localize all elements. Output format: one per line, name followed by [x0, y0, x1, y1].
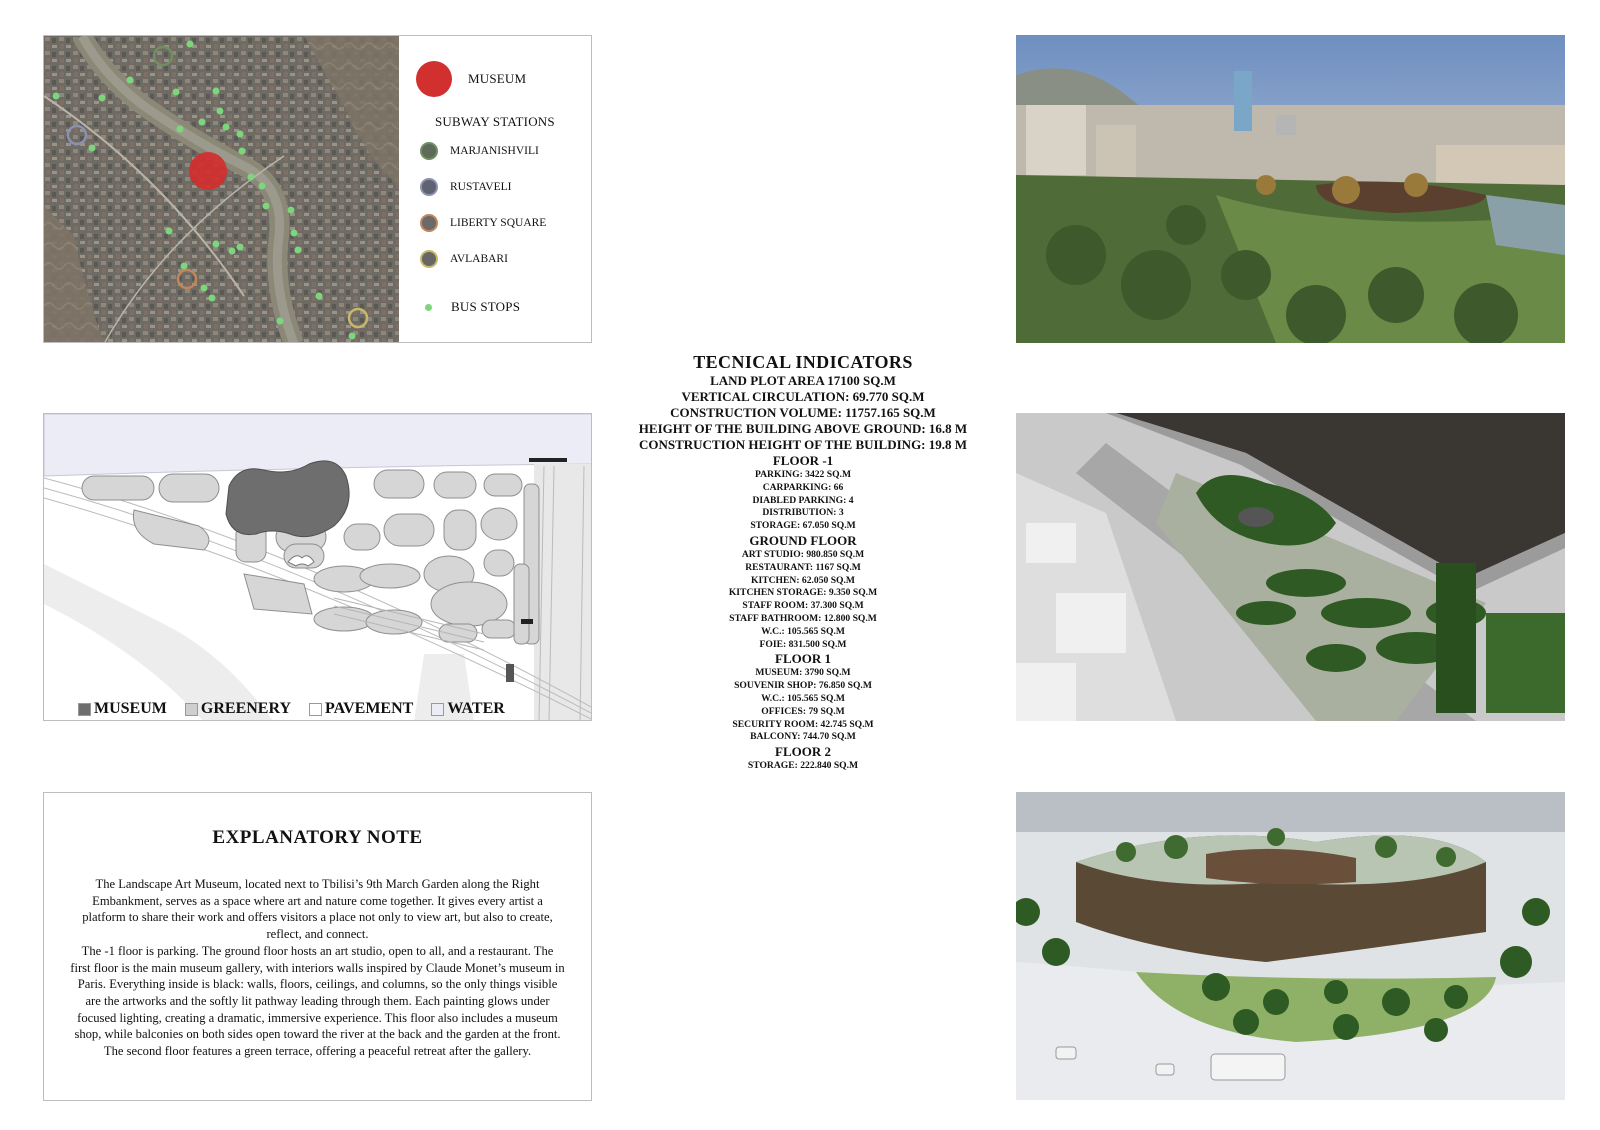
satellite-map — [44, 36, 399, 343]
plan-legend — [78, 700, 505, 718]
tech-main-line: HEIGHT OF THE BUILDING ABOVE GROUND: 16.8 M — [638, 421, 968, 436]
tech-item: STORAGE: 222.840 SQ.M — [747, 760, 859, 772]
station-label: AVLABARI — [450, 253, 508, 265]
legend-bus-stops — [425, 299, 520, 315]
tech-item: DIABLED PARKING: 4 — [752, 494, 854, 506]
station-swatch — [420, 250, 438, 268]
plan-legend-pavement — [309, 700, 413, 718]
tech-item: KITCHEN STORAGE: 9.350 SQ.M — [728, 587, 878, 599]
tech-item: STORAGE: 67.050 SQ.M — [750, 520, 856, 532]
station-label: MARJANISHVILI — [450, 145, 539, 157]
explanatory-note-panel — [43, 792, 592, 1101]
floor-2-title: FLOOR 2 — [775, 744, 831, 760]
ground-floor-title: GROUND FLOOR — [749, 532, 857, 548]
tech-item: W.C.: 105.565 SQ.M — [761, 692, 845, 704]
legend-subway-title-label: SUBWAY STATIONS — [435, 114, 555, 129]
bus-stops-label: BUS STOPS — [451, 299, 521, 314]
location-map-panel — [43, 35, 592, 343]
legend-museum-label: MUSEUM — [468, 71, 527, 86]
station-swatch — [420, 178, 438, 196]
museum-swatch — [78, 703, 91, 716]
tech-item: FOIE: 831.500 SQ.M — [759, 638, 847, 650]
technical-indicators — [603, 352, 1003, 773]
water-swatch — [431, 703, 444, 716]
tech-item: MUSEUM: 3790 SQ.M — [755, 667, 851, 679]
tech-item: KITCHEN: 62.050 SQ.M — [751, 574, 855, 586]
tech-main-line: VERTICAL CIRCULATION: 69.770 SQ.M — [681, 389, 925, 404]
museum-swatch — [416, 61, 452, 97]
tech-item: ART STUDIO: 980.850 SQ.M — [741, 548, 865, 560]
legend-station-liberty-square — [420, 214, 546, 232]
plan-legend-water — [431, 700, 505, 718]
aerial-city-render — [1016, 35, 1565, 343]
tech-item: DISTRIBUTION: 3 — [762, 507, 844, 519]
legend-subway-title — [435, 114, 555, 130]
tech-item: STAFF ROOM: 37.300 SQ.M — [742, 600, 864, 612]
plan-legend-label: WATER — [447, 700, 505, 717]
tech-item: W.C.: 105.565 SQ.M — [761, 625, 845, 637]
tech-item: CARPARKING: 66 — [762, 481, 844, 493]
note-body — [70, 876, 565, 1060]
legend-station-avlabari — [420, 250, 508, 268]
legend-station-rustaveli — [420, 178, 511, 196]
legend-station-marjanishvili — [420, 142, 539, 160]
tech-item: OFFICES: 79 SQ.M — [761, 705, 845, 717]
tech-main-line: CONSTRUCTION HEIGHT OF THE BUILDING: 19.8 M — [638, 437, 968, 452]
plan-legend-label: GREENERY — [200, 700, 292, 717]
tech-item: SECURITY ROOM: 42.745 SQ.M — [732, 718, 874, 730]
museum-perspective-render — [1016, 792, 1565, 1100]
top-view-render — [1016, 413, 1565, 721]
tech-item: SOUVENIR SHOP: 76.850 SQ.M — [734, 680, 872, 692]
greenery-swatch — [185, 703, 198, 716]
floor-minus1-title: FLOOR -1 — [772, 453, 834, 468]
tech-title: TECNICAL INDICATORS — [693, 352, 913, 372]
tech-main-line: LAND PLOT AREA 17100 SQ.M — [710, 373, 896, 388]
tech-main-line: CONSTRUCTION VOLUME: 11757.165 SQ.M — [670, 405, 936, 420]
note-title: EXPLANATORY NOTE — [212, 827, 423, 848]
bus-stop-swatch — [425, 304, 432, 311]
museum-marker — [189, 152, 227, 190]
legend-museum — [416, 61, 526, 97]
plan-legend-label: PAVEMENT — [325, 700, 414, 717]
plan-legend-greenery — [185, 700, 291, 718]
site-plan-panel — [43, 413, 592, 721]
tech-item: RESTAURANT: 1167 SQ.M — [745, 561, 861, 573]
plan-legend-label: MUSEUM — [94, 700, 167, 717]
tech-item: BALCONY: 744.70 SQ.M — [750, 731, 856, 743]
pavement-swatch — [309, 703, 322, 716]
floor-1-title: FLOOR 1 — [775, 651, 831, 667]
station-label: RUSTAVELI — [450, 181, 512, 193]
museum-footprint — [226, 461, 349, 537]
note-paragraph: The Landscape Art Museum, located next to Tbilisi’s 9th March Garden along the Right Embankment, serves as a space where art and nature come together. It gives every artist a platform to share their work and offers visitors a place not only to view art, but also to create, reflect, and connect. — [82, 877, 553, 942]
site-plan-drawing — [44, 414, 592, 721]
station-label: LIBERTY SQUARE — [450, 217, 547, 229]
station-swatch — [420, 142, 438, 160]
plan-legend-museum — [78, 700, 167, 718]
map-legend — [399, 36, 592, 343]
tech-item: PARKING: 3422 SQ.M — [754, 469, 852, 480]
station-swatch — [420, 214, 438, 232]
note-paragraph: The -1 floor is parking. The ground floor hosts an art studio, open to all, and a restaurant. The first floor is the main museum gallery, with interiors walls inspired by Claude Monet’s museum in Paris. Everything inside is black: walls, floors, ceilings, and columns, so the only things visible are the artworks and the softly lit pathway leading through them. Each painting glows under focused lighting, creating a dramatic, immersive experience. This floor also includes a museum shop, while balconies on both sides open toward the river at the back and the garden at the front. The second floor features a green terrace, offering a peaceful retreat after the gallery. — [70, 943, 565, 1059]
tech-item: STAFF BATHROOM: 12.800 SQ.M — [729, 612, 877, 624]
